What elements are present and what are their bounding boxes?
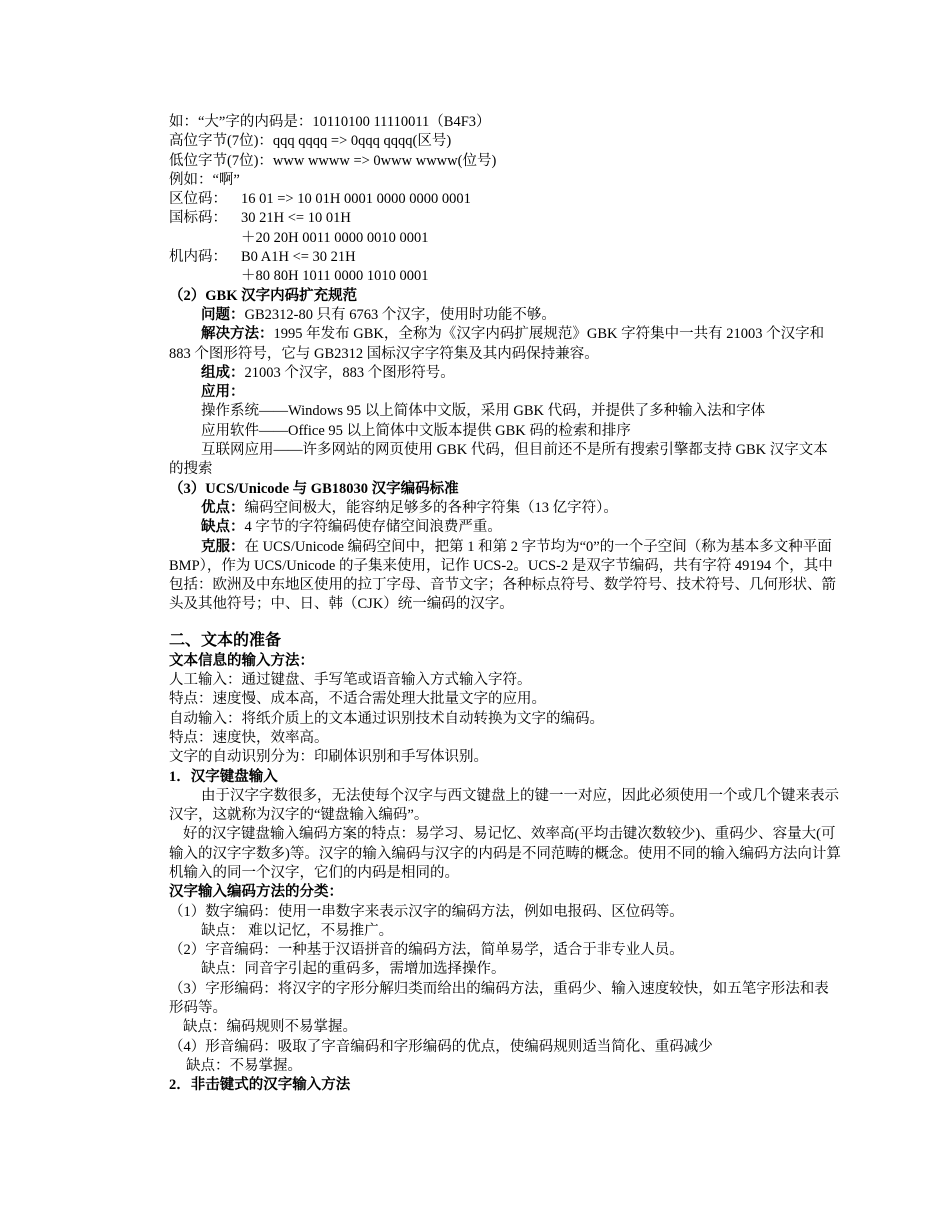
subheading: 2．非击键式的汉字输入方法 [169,1077,351,1094]
term-label: 组成： [201,364,245,381]
term-label: 缺点： [201,519,245,536]
document-body [169,113,841,1096]
text-line: （1）数字编码：使用一串数字来表示汉字的编码方法，例如电报码、区位码等。 [169,903,684,920]
paragraph: 好的汉字键盘输入编码方案的特点：易学习、易记忆、效率高(平均击键次数较少)、重码少、容量大(可输入的汉字字数多)等。汉字的输入编码与汉字的内码是不同范畴的概念。使用不同的输入编码方法向计算机输入的同一个汉字，它们的内码是相同的。 [169,826,841,881]
term-label: 应用： [201,384,245,401]
code-line: ＋80 80H 1011 0000 1010 0001 [241,268,429,285]
paragraph: （3）字形编码：将汉字的字形分解归类而给出的编码方法，重码少、输入速度较快，如五笔字形法和表形码等。 [169,980,829,1017]
text-line: 缺点：同音字引起的重码多，需增加选择操作。 [201,961,506,978]
term-text: 21003 个汉字，883 个图形符号。 [244,364,455,381]
text-line: 文字的自动识别分为：印刷体识别和手写体识别。 [169,749,488,766]
text-line: 缺点：不易掌握。 [186,1057,302,1074]
text-line: 例如：“啊” [169,171,240,188]
subheading: 汉字输入编码方法的分类： [169,884,343,901]
paragraph [169,538,841,615]
text-line: 人工输入：通过键盘、手写笔或语音输入方式输入字符。 [169,672,532,689]
term-label: 克服： [201,538,245,555]
code-label: 区位码： [169,191,227,208]
term-text: 在 UCS/Unicode 编码空间中，把第 1 和第 2 字节均为“0”的一个子空间（称为基本多文种平面 BMP），作为 UCS/Unicode 的子集来使用，记作 UCS-2。UCS-2 是双字节编码，共有字符 49194 个，其中包括：欧洲及中东地区使用的拉丁字母、音节文字；各种标点符号、数学符号、技术符号、几何形状、箭头及其他符号；中、日、韩（CJK）统一编码的汉字。 [169,538,836,613]
term-label: 优点： [201,499,245,516]
term-text: 4 字节的字符编码使存储空间浪费严重。 [244,519,502,536]
text-line: （4）形音编码：吸取了字音编码和字形编码的优点，使编码规则适当简化、重码减少 [169,1038,713,1055]
code-line [169,190,841,209]
paragraph [169,325,841,364]
code-line [169,209,841,228]
subheading: 文本信息的输入方法： [169,652,314,669]
code-label: 国标码： [169,210,227,227]
paragraph: 互联网应用——许多网站的网页使用 GBK 代码，但目前还不是所有搜索引擎都支持 GBK 汉字文本的搜索 [169,442,828,478]
text-line: 低位字节(7位)：www wwww => 0www wwww(位号) [169,152,497,169]
code-line: ＋20 20H 0011 0000 0010 0001 [241,229,429,246]
code-value: 30 21H <= 10 01H [241,210,351,227]
term-text: 1995 年发布 GBK，全称为《汉字内码扩展规范》GBK 字符集中一共有 21003 个汉字和 883 个图形符号，它与 GB2312 国标汉字字符集及其内码保持兼容。 [169,326,825,362]
chapter-heading: 二、文本的准备 [169,631,282,649]
section-heading: （3）UCS/Unicode 与 GB18030 汉字编码标准 [169,480,459,497]
subheading: 1．汉字键盘输入 [169,768,278,785]
text-line: 操作系统——Windows 95 以上简体中文版，采用 GBK 代码，并提供了多种输入法和字体 [201,403,766,420]
term-text: GB2312-80 只有 6763 个汉字，使用时功能不够。 [244,306,556,323]
text-line: 特点：速度慢、成本高，不适合需处理大批量文字的应用。 [169,691,546,708]
code-line [169,248,841,267]
term-label: 问题： [201,306,245,323]
text-line: 缺点：编码规则不易掌握。 [183,1019,357,1036]
text-line: 缺点： 难以记忆，不易推广。 [201,922,394,939]
term-label: 解决方法： [201,326,274,343]
text-line: （2）字音编码：一种基于汉语拼音的编码方法，简单易学，适合于非专业人员。 [169,942,684,959]
text-line: 如：“大”字的内码是：10110100 11110011（B4F3） [169,114,491,130]
code-value: B0 A1H <= 30 21H [241,249,356,266]
text-line: 自动输入：将纸介质上的文本通过识别技术自动转换为文字的编码。 [169,710,604,727]
text-line [169,518,841,537]
text-line: 特点：速度快，效率高。 [169,729,329,746]
paragraph: 由于汉字字数很多，无法使每个汉字与西文键盘上的键一一对应，因此必须使用一个或几个键来表示汉字，这就称为汉字的“键盘输入编码”。 [169,787,839,824]
text-line: 高位字节(7位)：qqq qqqq => 0qqq qqqq(区号) [169,133,452,150]
code-value: 16 01 => 10 01H 0001 0000 0000 0001 [241,191,471,208]
text-line [169,306,841,325]
code-label: 机内码： [169,249,227,266]
text-line [169,499,841,518]
text-line: 应用软件——Office 95 以上简体中文版本提供 GBK 码的检索和排序 [201,422,631,439]
term-text: 编码空间极大，能容纳足够多的各种字符集（13 亿字符）。 [244,499,618,516]
section-heading: （2）GBK 汉字内码扩充规范 [169,287,358,304]
text-line [169,364,841,383]
